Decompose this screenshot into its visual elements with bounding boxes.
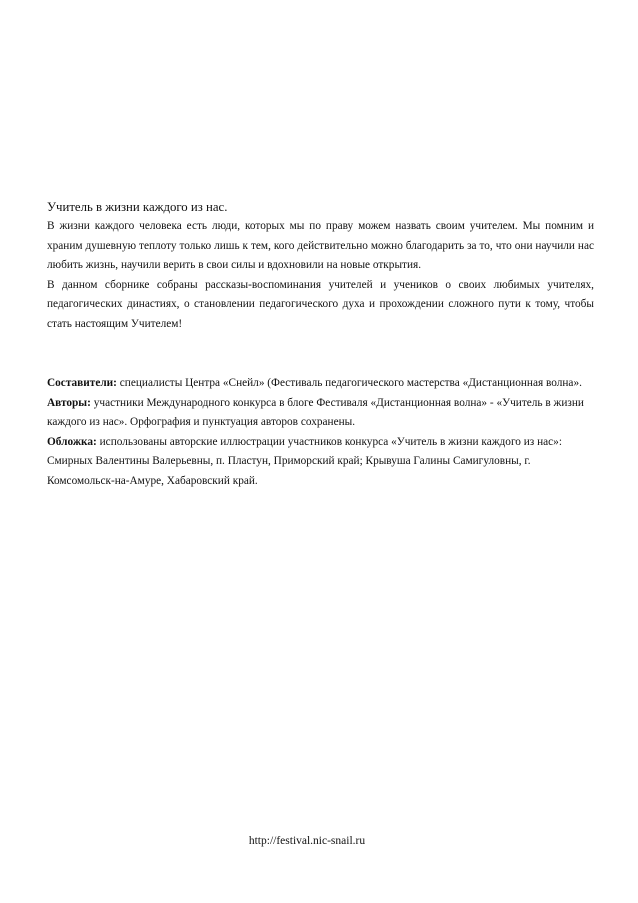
intro-section: [47, 198, 594, 335]
footer-url[interactable]: http://festival.nic-snail.ru: [248, 835, 366, 847]
page-footer: [0, 833, 638, 849]
cover-label: Обложка:: [47, 435, 97, 448]
intro-paragraph-2: В данном сборнике собраны рассказы-воспоминания учителей и учеников о своих любимых учителях, педагогических династиях, о становлении педагогического духа и прохождении сложного пути к тому, чтобы стать настоящим Учителем!: [47, 278, 594, 330]
cover-line: [47, 433, 594, 492]
authors-label: Авторы:: [47, 396, 91, 409]
intro-paragraph-1: В жизни каждого человека есть люди, которых мы по праву можем назвать своим учителем. Мы помним и храним душевную теплоту только лишь к тем, кого действительно можно благодарить за то, что они научили нас любить жизнь, научили верить в свои силы и вдохновили на новые открытия.: [47, 220, 594, 272]
authors-line: [47, 394, 594, 433]
credits-section: [47, 374, 594, 492]
cover-text: использованы авторские иллюстрации участников конкурса «Учитель в жизни каждого из нас»: Смирных Валентины Валерьевны, п. Пластун, Приморский край; Крывуша Галины Самигуловны, г. Комсомольск-на-Амуре, Хабаровский край.: [47, 435, 562, 487]
compilers-label: Составители:: [47, 377, 117, 389]
compilers-line: [47, 374, 594, 394]
authors-text: участники Международного конкурса в блоге Фестиваля «Дистанционная волна» - «Учитель в жизни каждого из нас». Орфография и пунктуация авторов сохранены.: [47, 396, 584, 429]
intro-title: Учитель в жизни каждого из нас.: [47, 200, 228, 214]
compilers-text: специалисты Центра «Снейл» (Фестиваль педагогического мастерства «Дистанционная волна».: [119, 377, 582, 389]
